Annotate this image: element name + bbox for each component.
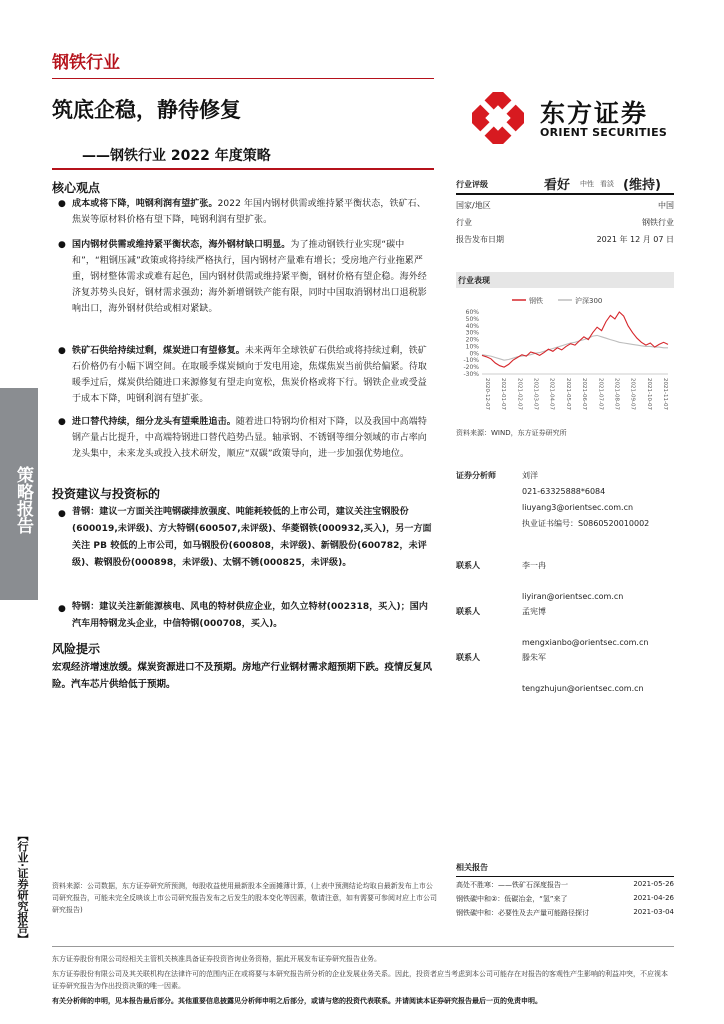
- core-title: 核心观点: [52, 181, 101, 195]
- x-tick-label: 2021-05-07: [564, 378, 571, 410]
- x-tick-label: 2021-10-07: [645, 378, 652, 410]
- core-point-4-bold: 进口替代持续，细分龙头有望乘胜追击。: [72, 417, 236, 427]
- y-tick-label: 50%: [465, 315, 479, 323]
- core-point-4-text: 随着进口特钢均价相对下降，以及我国中高端特钢产量占比提升，中高端特钢进口替代趋势凸显。轴承钢、不锈钢等细分领域的市占率向龙头集中，未来龙头或投入技术研发，顺应“双碳”政策导向，进一步加强优势地位。: [72, 417, 427, 459]
- report-title: 筑底企稳，静待修复: [52, 98, 241, 122]
- invest-point-2-bold: 特钢：建议关注新能源核电、风电的特材供应企业，如久立特材(002318，买入)；国内汽车用特钢龙头企业，中信特钢(000708，买入)。: [72, 602, 429, 629]
- core-point-1: [72, 196, 434, 228]
- analyst-email[interactable]: liuyang3@orientsec.com.cn: [522, 503, 634, 512]
- x-tick-label: 2021-02-07: [516, 378, 523, 410]
- core-point-2-text: 为了推动钢铁行业实现“碳中和”，“粗钢压减”政策或将持续严格执行，国内钢材产量难有增长；受房地产行业拖累严重，钢材整体需求或难有起色，国内钢材供需或维持紧平衡，钢材价格有望企稳。海外经济复苏势头良好，钢材需求强劲；海外新增钢铁产能有限，同时中国取消钢材出口退税影响出口，海外钢材供给或相对紧缺。: [72, 240, 427, 314]
- disclaimer-2: 东方证券股份有限公司及其关联机构在法律许可的范围内正在或将要与本研究报告所分析的企业发展业务关系。因此，投资者应当考虑到本公司可能存在对报告的客观性产生影响的利益冲突，不应视本证券研究报告为作出投资决策的唯一因素。: [52, 970, 668, 990]
- disclaimer-3: 有关分析师的申明，见本报告最后部分。其他重要信息披露见分析师申明之后部分，或请与您的投资代表联系。并请阅读本证券研究报告最后一页的免责申明。: [52, 997, 542, 1005]
- invest-point-1-bold: 普钢：建议一方面关注吨钢碳排放强度、吨能耗较低的上市公司，建议关注宝钢股份(600019,未评级)、方大特钢(600507,未评级)、华菱钢铁(000932,买入)，另一方面关注 PB 较低的上市公司，如马钢股份(600808，未评级)、新钢股份(600782，未评级)、鞍钢股份(000898，未评级)、太钢不锈(000825，未评级)。: [72, 507, 432, 568]
- report-category: 钢铁行业: [52, 53, 120, 73]
- contact-name: 滕朱军: [522, 653, 546, 662]
- header-divider: [52, 78, 434, 79]
- info-key: 行业: [456, 218, 472, 227]
- legend-label-hs300: 沪深300: [575, 297, 603, 305]
- info-key: 国家/地区: [456, 201, 491, 210]
- related-item-date: 2021-05-26: [633, 880, 674, 888]
- info-value: 钢铁行业: [642, 218, 674, 227]
- y-tick-label: -20%: [463, 364, 479, 372]
- rating-divider: [456, 193, 674, 195]
- core-point-3-bold: 铁矿石供给持续过剩，煤炭进口有望修复。: [72, 346, 245, 356]
- disclaimer-1: 东方证券股份有限公司经相关主管机关核准具备证券投资咨询业务资格，据此开展发布证券研究报告业务。: [52, 955, 381, 963]
- x-axis: [484, 378, 668, 410]
- info-row-industry: [456, 217, 674, 228]
- contact-name: 孟宪博: [522, 607, 546, 616]
- invest-title: 投资建议与投资标的: [52, 487, 161, 501]
- source-note: 资料来源：公司数据，东方证券研究所预测，每股收益使用最新股本全面摊薄计算，(上表中预测结论均取自最新发布上市公司研究报告，可能未完全反映该上市公司研究报告发布之后发生的股本变化等因素，敬请注意，如有需要可参阅对应上市公司研究报告): [52, 882, 437, 914]
- performance-chart: [456, 292, 674, 418]
- info-row-date: [456, 234, 674, 245]
- rating-label: 行业评级: [456, 180, 488, 189]
- y-tick-label: 10%: [465, 343, 479, 351]
- contact-email[interactable]: liyiran@orientsec.com.cn: [522, 592, 624, 601]
- analyst-role: 证券分析师: [456, 471, 496, 480]
- chart-lines: [482, 312, 668, 367]
- related-item[interactable]: [456, 894, 674, 904]
- info-value: 中国: [658, 201, 674, 210]
- chart-source: 资料来源：WIND，东方证券研究所: [456, 429, 567, 437]
- x-tick-label: 2021-09-07: [629, 378, 636, 410]
- x-tick-label: 2021-07-07: [597, 378, 604, 410]
- x-tick-label: 2021-08-07: [613, 378, 620, 410]
- related-item-date: 2021-03-04: [633, 908, 674, 916]
- x-tick-label: 2021-03-07: [532, 378, 539, 410]
- related-item[interactable]: [456, 908, 674, 918]
- related-item-name[interactable]: 钢铁碳中和②：低碳冶金，“氢”来了: [456, 895, 568, 903]
- title-divider: [52, 168, 434, 170]
- analyst-phone: 021-63325888*6084: [522, 487, 606, 496]
- related-item-name[interactable]: 高处不胜寒：——铁矿石深度报告一: [456, 881, 568, 889]
- chart-title: 行业表现: [458, 276, 490, 285]
- y-tick-label: 40%: [465, 322, 479, 330]
- core-point-3: [72, 343, 434, 407]
- rating-neutral: 中性: [580, 180, 594, 188]
- y-tick-label: 20%: [465, 336, 479, 344]
- core-point-3-text: 未来两年全球铁矿石供给或将持续过剩，铁矿石价格仍有小幅下调空间。在取暖季煤炭倾向于发电用途，焦煤焦炭当前供给偏紧。待取暖季过后，煤炭供给随进口来源修复有望走向宽松，焦炭价格或将下行。钢铁企业或受益于成本下降，吨钢利润有望扩张。: [72, 346, 427, 404]
- related-item[interactable]: [456, 880, 674, 890]
- logo-en: ORIENT SECURITIES: [540, 126, 668, 139]
- related-title: 相关报告: [456, 863, 488, 872]
- series-line-hs300: [482, 335, 668, 360]
- y-tick-label: -10%: [463, 357, 479, 365]
- info-key: 报告发布日期: [456, 235, 504, 244]
- contact-role: 联系人: [456, 607, 480, 616]
- report-subtitle: ——钢铁行业 2022 年度策略: [82, 148, 271, 164]
- core-point-2-bold: 国内钢材供需或维持紧平衡状态，海外钢材缺口明显。: [72, 240, 291, 250]
- core-point-1-text: 2022 年国内钢材供需或维持紧平衡状态，铁矿石、焦炭等原材料价格有望下降，吨钢利润有望扩张。: [72, 199, 426, 225]
- contact-role: 联系人: [456, 561, 480, 570]
- risk-text: 宏观经济增速放缓。煤炭资源进口不及预期。房地产行业钢材需求超预期下跌。疫情反复风险。汽车芯片供给低于预期。: [52, 662, 433, 690]
- bullet-icon: ●: [58, 240, 66, 250]
- contact-email[interactable]: mengxianbo@orientsec.com.cn: [522, 638, 649, 647]
- bullet-icon: ●: [58, 417, 66, 427]
- invest-point-1: [72, 504, 434, 572]
- x-tick-label: 2021-06-07: [581, 378, 588, 410]
- y-tick-label: 30%: [465, 329, 479, 337]
- info-row-country: [456, 200, 674, 211]
- y-tick-label: 0%: [469, 350, 479, 358]
- risk-title: 风险提示: [52, 642, 101, 656]
- analyst-name: 刘洋: [522, 471, 538, 480]
- core-point-2: [72, 237, 434, 317]
- legend-label-steel: 钢铁: [529, 297, 543, 305]
- x-tick-label: 2020-12-07: [484, 378, 490, 410]
- core-point-1-bold: 成本或将下降，吨钢利润有望扩张。: [72, 199, 218, 209]
- logo-mark: [472, 92, 524, 144]
- x-tick-label: 2021-01-07: [500, 378, 507, 410]
- bullet-icon: ●: [58, 199, 66, 209]
- chart-legend: [512, 296, 602, 305]
- report-type-vertical: [4, 440, 34, 560]
- invest-point-2: [72, 599, 434, 633]
- side-vertical-label: [8, 830, 30, 980]
- info-value: 2021 年 12 月 07 日: [596, 235, 674, 244]
- contact-email[interactable]: tengzhujun@orientsec.com.cn: [522, 684, 644, 693]
- rating-bearish: 看淡: [600, 180, 614, 188]
- logo-cn: 东方证券: [540, 99, 649, 128]
- x-tick-label: 2021-11-07: [662, 378, 668, 410]
- core-point-4: [72, 414, 434, 462]
- x-tick-label: 2021-04-07: [548, 378, 555, 410]
- bullet-icon: ●: [58, 604, 66, 614]
- related-item-name[interactable]: 钢铁碳中和：必要性及去产量可能路径探讨: [456, 909, 589, 917]
- related-divider: [456, 876, 674, 877]
- analyst-cert: 执业证书编号：S0860520010002: [522, 519, 650, 528]
- footer-divider: [52, 946, 674, 947]
- y-axis: [463, 309, 668, 378]
- side-vertical-text: 【行业·证券研究报告】: [16, 830, 29, 945]
- rating-maintain: (维持): [623, 178, 661, 193]
- bullet-icon: ●: [58, 509, 66, 519]
- bullet-icon: ●: [58, 346, 66, 356]
- y-tick-label: 60%: [465, 309, 479, 316]
- related-item-date: 2021-04-26: [633, 894, 674, 902]
- contact-name: 李一冉: [522, 561, 546, 570]
- report-type-label: 策略报告: [13, 466, 33, 534]
- rating-value: 看好: [544, 178, 571, 193]
- y-tick-label: -30%: [463, 371, 479, 378]
- contact-role: 联系人: [456, 653, 480, 662]
